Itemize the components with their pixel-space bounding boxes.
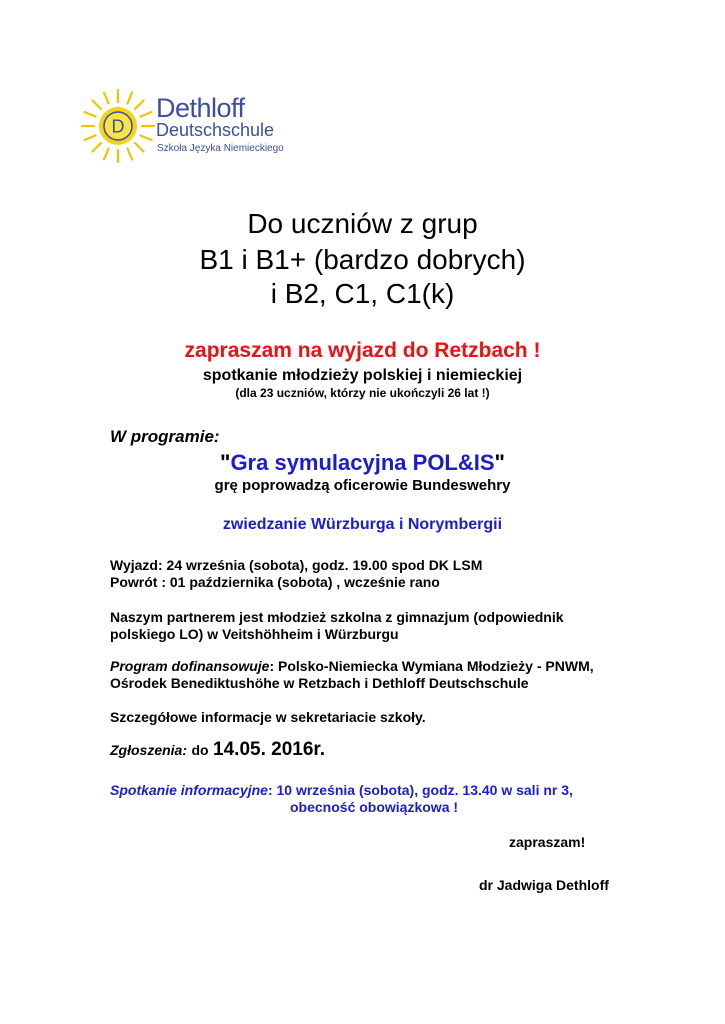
registration-by: do	[191, 742, 209, 758]
partner-line-2: polskiego LO) w Veitshöhheim i Würzburgu	[110, 626, 399, 642]
closing-text: zapraszam!	[509, 834, 586, 850]
funding-line-1-rest: : Polsko-Niemiecka Wymiana Młodzieży - PNWM,	[269, 658, 594, 674]
meeting-line-1-rest: : 10 września (sobota), godz. 13.40 w sali nr 3,	[267, 782, 573, 798]
school-logo	[80, 88, 284, 168]
program-sightseeing: zwiedzanie Würzburga i Norymbergii	[222, 516, 503, 533]
meeting-line-2: obecność obowiązkowa !	[290, 799, 459, 815]
registration-label: Zgłoszenia:	[110, 742, 188, 758]
registration	[110, 738, 325, 763]
logo-name: Dethloff	[156, 93, 245, 123]
program-game-by: grę poprowadzą oficerowie Bundeswehry	[214, 477, 511, 494]
partner-line-1: Naszym partnerem jest młodzież szkolna z gimnazjum (odpowiednik	[110, 609, 564, 625]
meeting-label: Spotkanie informacyjne	[110, 782, 268, 798]
invite-subheadline: spotkanie młodzieży polskiej i niemieckiej	[202, 367, 523, 384]
program-game: "Gra symulacyjna POL&IS"	[220, 450, 505, 475]
invite-headline: zapraszam na wyjazd do Retzbach !	[184, 339, 541, 362]
invite-note: (dla 23 uczniów, którzy nie ukończyli 26 lat !)	[235, 386, 490, 400]
travel-return: Powrót : 01 października (sobota) , wcześnie rano	[110, 574, 440, 590]
travel-departure: Wyjazd: 24 września (sobota), godz. 19.00 spod DK LSM	[110, 557, 483, 573]
funding-label: Program dofinansowuje	[110, 658, 270, 674]
logo-tagline: Szkoła Języka Niemieckiego	[157, 143, 284, 154]
funding-line-2: Ośrodek Benediktushöhe w Retzbach i Dethloff Deutschschule	[110, 675, 529, 691]
meeting-line-1	[110, 782, 573, 799]
funding-line-1	[110, 658, 594, 675]
logo-letter: D	[111, 116, 125, 137]
sun-logo-icon	[80, 88, 156, 164]
logo-subtitle: Deutschschule	[156, 120, 275, 140]
title-line-3: i B2, C1, C1(k)	[270, 278, 455, 309]
signature: dr Jadwiga Dethloff	[479, 877, 609, 893]
program-label: W programie:	[110, 427, 220, 446]
title-line-2: B1 i B1+ (bardzo dobrych)	[199, 244, 526, 275]
details-info: Szczegółowe informacje w sekretariacie szkoły.	[110, 709, 426, 725]
registration-date: 14.05. 2016r.	[213, 739, 326, 760]
title-line-1: Do uczniów z grup	[247, 208, 478, 239]
